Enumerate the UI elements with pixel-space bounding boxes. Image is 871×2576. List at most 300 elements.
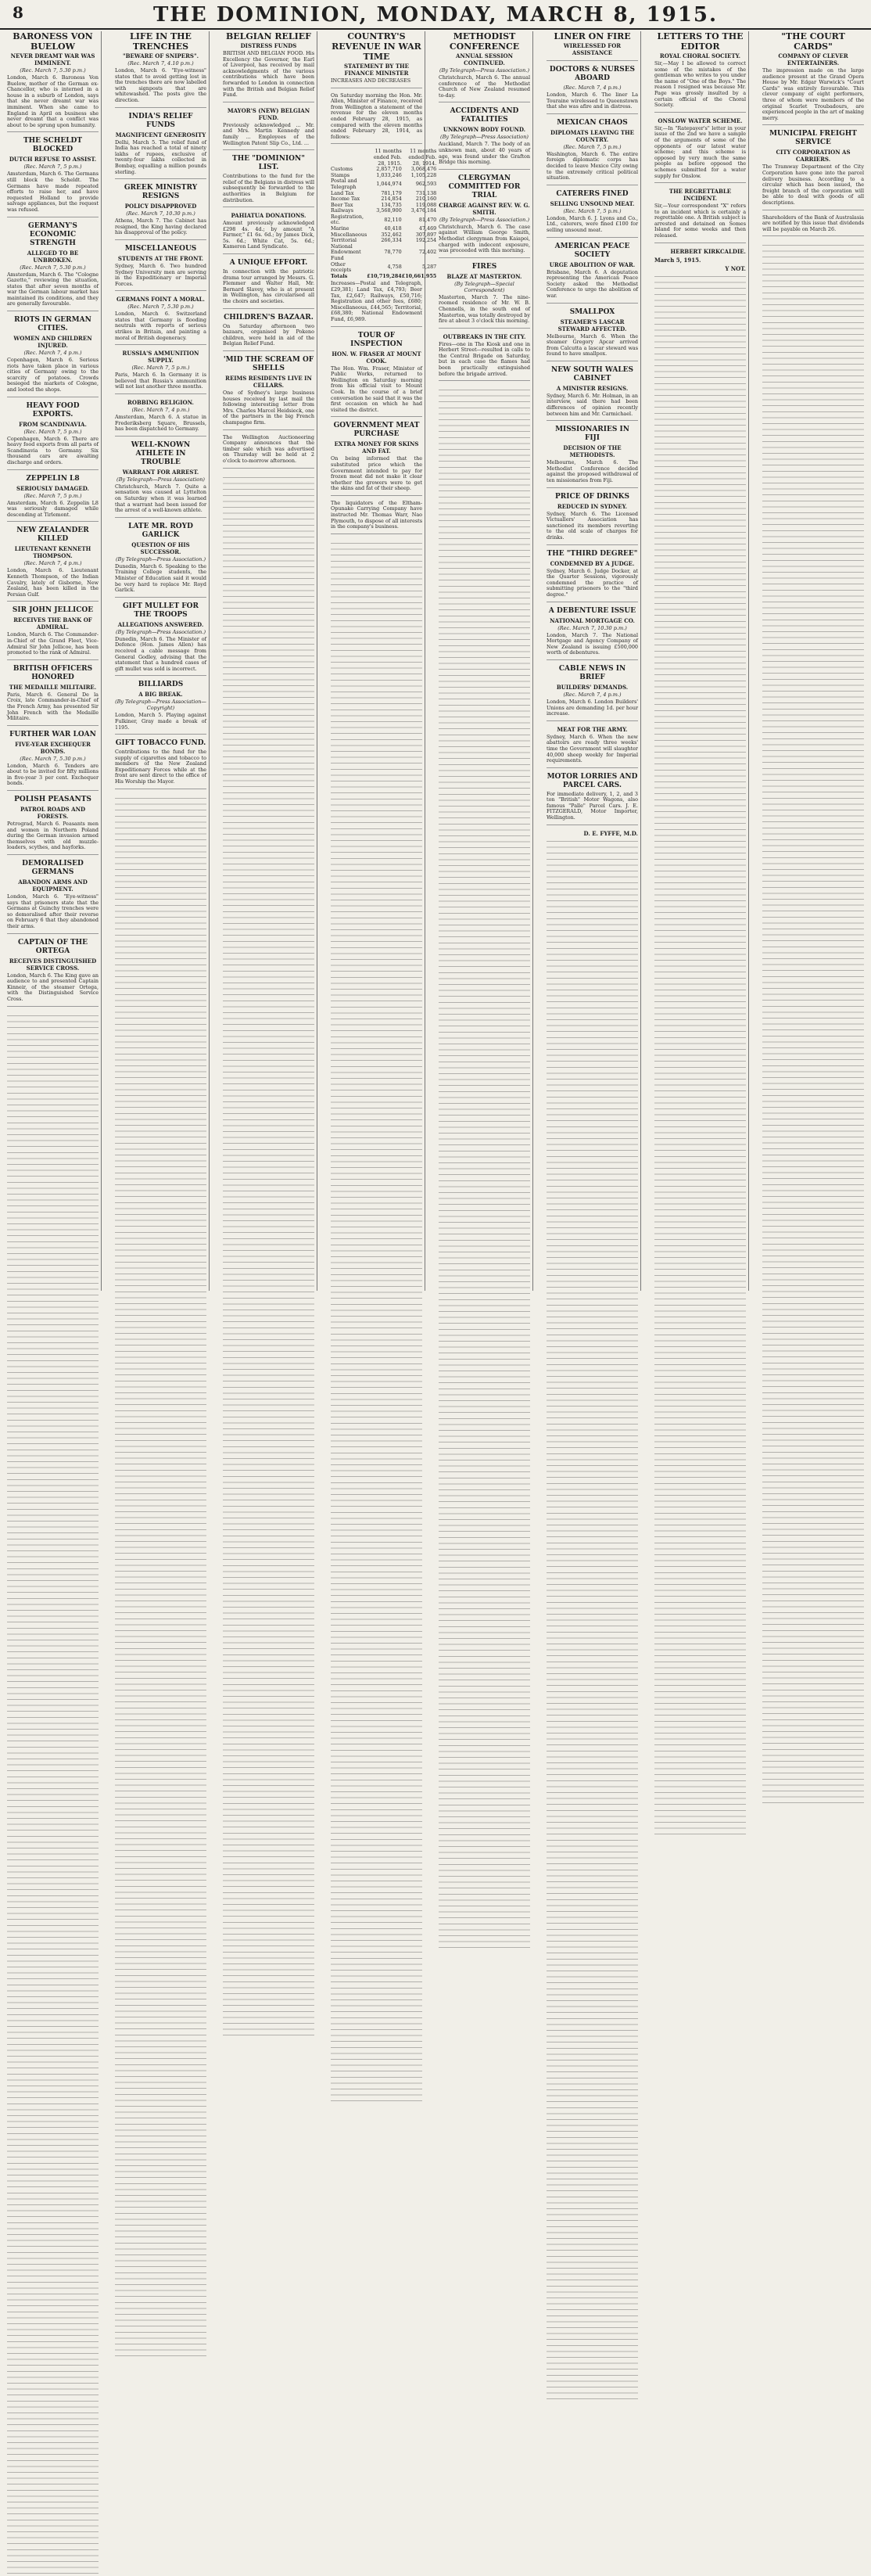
article-subheading: THE REGRETTABLE INCIDENT.: [668, 188, 732, 203]
table-cell: 192,254: [415, 237, 437, 244]
table-row: [331, 214, 436, 226]
article-body: Dunedin, March 6. The Minister of Defence (Hon. James Allen) has received a cable message from General Godley, advising that the statement that a hundred cases of gift mullet was sold is incorrect.: [115, 635, 206, 672]
table-cell: 266,334: [381, 237, 402, 244]
table-cell: 210,160: [415, 196, 437, 203]
article-body: Sydney, March 6. Judge Docker, at the Quarter Sessions, vigorously condemned the practice of submitting prisoners to the "third degree.": [547, 567, 638, 598]
article-headline: "THE COURT CARDS": [781, 31, 845, 52]
dateline: (Rec. March 7, 5.30 p.m.): [20, 755, 86, 762]
article-body: Auckland, March 7. The body of an unknown man, about 40 years of age, was found under the Grafton Bridge this morning.: [439, 141, 530, 166]
letter-signature: HERBERT KIRKCALDIE.: [670, 247, 746, 255]
article-headline: BARONESS VON BUELOW: [13, 31, 93, 52]
article-headline: COUNTRY'S REVENUE IN WAR TIME: [332, 31, 421, 62]
print-texture: [654, 272, 746, 1837]
table-cell: 40,418: [384, 225, 402, 232]
table-cell: Land Tax: [331, 189, 354, 196]
article: [115, 31, 206, 108]
article-headline: A UNIQUE EFFORT.: [229, 259, 308, 268]
article-subheading: MAYOR'S (NEW) BELGIAN FUND.: [227, 106, 310, 121]
masthead: [0, 0, 871, 30]
table-cell: 3,568,900: [376, 207, 402, 214]
article: [654, 117, 746, 183]
dateline: (By Telegraph—Press Association.): [439, 216, 529, 223]
newspaper-title: THE DOMINION, MONDAY, MARCH 8, 1915.: [152, 3, 719, 27]
table-cell: Postal and Telegraph: [331, 178, 357, 190]
article-subheading: CHARGE AGAINST REV. W. G. SMITH.: [439, 201, 530, 216]
table-cell: 731,138: [415, 189, 437, 196]
article-subheading: ANNUAL SESSION CONTINUED.: [455, 52, 514, 66]
article-headline: BELGIAN RELIEF: [226, 31, 311, 41]
article-subheading: STATEMENT BY THE FINANCE MINISTER: [344, 63, 409, 77]
table-cell: 962,593: [415, 181, 437, 188]
article-body: London, March 6. Switzerland states that Germany is flooding neutrals with reports of serious strikes in Britain, and painting a moral of British degeneracy.: [115, 311, 206, 341]
article-headline: ACCIDENTS AND FATALITIES: [450, 107, 519, 124]
article-subheading: NEVER DREAMT WAR WAS IMMINENT.: [10, 52, 95, 66]
article: [223, 259, 314, 309]
article-headline: LETTERS TO THE EDITOR: [657, 31, 744, 52]
article-body: London, March 6. "Eye-witness" states that to avoid getting lost in the trenches there are now labelled with signposts that are whitewashed. The posts give the direction.: [115, 67, 206, 103]
article-body: Dunedin, March 6. Speaking to the Training College students, the Minister of Education said it would be very hard to replace Mr. Royd Garlick.: [115, 562, 206, 594]
article: [547, 243, 638, 304]
table-cell: Other receipts: [331, 260, 352, 274]
column-1: [5, 31, 102, 1291]
dateline: (Rec. March 7, 5 p.m.): [23, 163, 82, 171]
article-headline: NEW SOUTH WALES CABINET: [550, 365, 634, 383]
article-subheading: COMPANY OF CLEVER ENTERTAINERS.: [778, 52, 848, 66]
revenue-table: [331, 149, 436, 279]
article: [7, 860, 99, 934]
print-texture: [7, 1011, 99, 2576]
article-headline: AMERICAN PEACE SOCIETY: [554, 242, 630, 259]
article-body: Amsterdam, March 6. A statue in Frederiksberg Square, Brussels, has been dispatched to Germany.: [115, 414, 206, 433]
table-cell: 2,857,710: [376, 166, 402, 173]
article: [115, 441, 206, 518]
article-headline: GREEK MINISTRY RESIGNS: [124, 184, 198, 201]
article-headline: FIRES: [471, 262, 497, 271]
article: [223, 107, 314, 150]
article-subheading: ALLEGED TO BE UNBROKEN.: [27, 249, 79, 264]
article-subheading: LIEUTENANT KENNETH THOMPSON.: [14, 545, 91, 560]
article: [223, 314, 314, 351]
article-subheading: RECEIVES DISTINGUISHED SERVICE CROSS.: [9, 957, 97, 972]
column-5: [436, 31, 533, 1291]
dateline: (Rec. March 7, 10.30 p.m.): [557, 624, 627, 631]
article-headline: CAPTAIN OF THE ORTEGA: [17, 938, 88, 955]
article-subheading: BUILDERS' DEMANDS.: [556, 683, 629, 691]
article-subheading: EXTRA MONEY FOR SKINS AND FAT.: [334, 440, 419, 455]
article: [115, 184, 206, 240]
table-cell: 307,897: [415, 231, 437, 238]
table-row: [331, 262, 436, 274]
article-body: Copenhagen, March 6. Serious riots have taken place in various cities of Germany owing to the scarcity of potatoes. Crowds besieged the markets of Cologne, and looted the shops.: [7, 357, 99, 393]
article-body: The liquidators of the Eltham-Opunake Carrying Company have instructed Mr. Thomas Warr, Nao Plymouth, to dispose of all interests in the company's business.: [331, 499, 422, 530]
dateline: (Rec. March 7, 5.30 p.m.): [20, 264, 86, 271]
article-headline: THE "DOMINION" LIST.: [232, 155, 305, 172]
article-body: London, March 6. "Eye-witness" says that prisoners state that the Germans at Guinchy trenches were so demoralised after their reverse on February 6 that they abandoned their arms.: [7, 893, 99, 929]
article: [223, 155, 314, 207]
article-body: Amsterdam, March 6. The "Cologne Gazette," reviewing the situation, states that after seven months of war the German labour market has maintained its conditions, and they are generally favourable.: [7, 271, 99, 307]
article-subheading: PATROL ROADS AND FORESTS.: [20, 806, 86, 821]
article-headline: TOUR OF INSPECTION: [350, 331, 403, 348]
article: [115, 523, 206, 598]
article-body: The Tramway Department of the City Corporation have gone into the parcel delivery business. According to a circular which has been issued, the freight branch of the corporation will be able to deal with goods of all descriptions.: [762, 163, 864, 206]
table-cell: 4,758: [387, 264, 402, 271]
article: [762, 31, 864, 125]
dateline: (By Telegraph—Press Association): [440, 134, 529, 141]
article-headline: LIFE IN THE TRENCHES: [130, 31, 192, 52]
article-body: Sir,—Your correspondent "X" refers to an incident which is certainly a regrettable one. A British subject is arrested and detained on Somes Island for some weeks and then released.: [654, 203, 746, 239]
article-body: Paris, March 6. General De la Croix, late Commander-in-Chief of the French Army, has presented Sir John French with the Medaille Militaire.: [7, 691, 99, 722]
article-headline: CATERERS FINED: [556, 189, 629, 198]
table-total-row: [331, 274, 436, 280]
dateline: (Rec. March 7, 5 p.m.): [563, 207, 622, 214]
article: [762, 215, 864, 237]
article-headline: BILLIARDS: [138, 681, 184, 689]
article-subheading: REIMS RESIDENTS LIVE IN CELLARS.: [225, 375, 312, 389]
article: [547, 66, 638, 114]
article-headline: THE "THIRD DEGREE": [547, 549, 638, 558]
article-subheading: WOMEN AND CHILDREN INJURED.: [13, 335, 92, 350]
article: [7, 316, 99, 397]
article: [439, 107, 530, 169]
article-headline: HEAVY FOOD EXPORTS.: [26, 401, 80, 419]
article: [331, 501, 422, 534]
article-body: Christchurch, March 6. The annual conference of the Methodist Church of New Zealand resumed to-day.: [439, 74, 530, 99]
article-subheading: RUSSIA'S AMMUNITION SUPPLY.: [122, 350, 199, 365]
article-subheading: DISTRESS FUNDS: [240, 42, 297, 49]
article: [547, 665, 638, 721]
article-subheading: A MINISTER RESIGNS.: [556, 384, 629, 392]
article-headline: GERMANY'S ECONOMIC STRENGTH: [28, 221, 77, 247]
dateline: (Rec. March 7, 5 p.m.): [23, 428, 82, 435]
table-cell: Customs: [331, 166, 353, 173]
article: [654, 188, 746, 243]
article: [331, 422, 422, 496]
article-body: Sydney, March 6. The Licensed Victuallers' Association has sanctioned its members reverting to the old scale of charges for drinks.: [547, 510, 638, 541]
dateline: (Rec. March 7, 5.30 p.m.): [127, 304, 194, 311]
article-body: The Hon. Wm. Fraser, Minister of Public Works, returned to Wellington on Saturday morning from his official visit to Mount Cook. In the course of a brief conversation he said that it was the first occasion on which he had visited the district.: [331, 365, 422, 413]
article-subheading: WIRELESSED FOR ASSISTANCE: [563, 42, 622, 56]
article: [7, 606, 99, 659]
column-2: [113, 31, 210, 1291]
article-body: The Wellington Auctioneering Company announces that the timber sale which was advertised on Thursday will be held at 2 o'clock to-morrow afternoon.: [223, 433, 314, 464]
table-cell: 78,770: [384, 249, 402, 256]
dateline: (By Telegraph—Press Association): [116, 476, 205, 483]
columns: [5, 31, 866, 1291]
article-body: Sydney, March 6. When the new abattoirs are ready three weeks' time the Government will slaughter 40,000 sheep weekly for Imperial requirements.: [547, 733, 638, 764]
article-subheading: STUDENTS AT THE FRONT.: [117, 254, 204, 262]
article-headline: 'MID THE SCREAM OF SHELLS: [223, 356, 314, 372]
article-subheading: NATIONAL MORTGAGE CO.: [550, 616, 635, 624]
article: [7, 402, 99, 470]
article-body: On Saturday morning the Hon. Mr. Allen, Minister of Finance, received from Wellington a statement of the revenue for the eleven months ended February 28, 1915, as compared with the eleven months ended February 28, 1914, as follows:: [331, 92, 422, 140]
column-4: [328, 31, 437, 1291]
article-subheading: FROM SCANDINAVIA.: [19, 420, 87, 428]
letter-signature: Y NOT.: [725, 264, 746, 272]
article-subheading: "BEWARE OF SNIPERS".: [122, 52, 199, 59]
article-subheading: QUESTION OF HIS SUCCESSOR.: [131, 541, 190, 555]
print-texture: [762, 241, 864, 1805]
article-body: On Saturday afternoon two bazaars, organised by Pokeno children, were held in aid of the Belgian Relief Fund.: [223, 322, 314, 347]
article: [7, 475, 99, 523]
table-cell: National Endowment Fund: [331, 243, 361, 262]
article-body: London, March 7. The National Mortgage and Agency Company of New Zealand is issuing £500,000 worth of debentures.: [547, 631, 638, 656]
article-subheading: POLICY DISAPPROVED: [124, 203, 197, 210]
article-headline: POLISH PEASANTS: [14, 796, 91, 804]
table-cell: Miscellaneous: [331, 231, 367, 238]
dateline: (Rec. March 7, 10.30 p.m.): [126, 210, 195, 217]
article-subheading: CITY CORPORATION AS CARRIERS.: [776, 149, 851, 163]
article-subheading: ROYAL CHORAL SOCIETY.: [659, 52, 741, 59]
article-body: Sir,—May I be allowed to correct some of the mistakes of the gentleman who writes to you under the name of "One of the Boys." The reason I resigned was because Mr. Page was grossly insulted by a certain official of the Choral Society.: [654, 60, 746, 109]
column-6: [544, 31, 641, 1291]
article: [547, 366, 638, 421]
article-body: One of Sydney's large business houses received by last mail the following interesting letter from Mrs. Charles Marcel Heidsieck, one of the partners in the big French champagne firm.: [223, 390, 314, 426]
article-body: Brisbane, March 6. A deputation representing the American Peace Society asked the Methodist Conference to urge the abolition of war.: [547, 268, 638, 299]
table-cell: Beer Tax: [331, 201, 353, 208]
article: [223, 356, 314, 430]
table-cell: Stamps: [331, 171, 350, 178]
article-headline: MUNICIPAL FREIGHT SERVICE: [769, 130, 857, 147]
article-subheading: URGE ABOLITION OF WAR.: [549, 260, 636, 268]
article-body: Athens, March 7. The Cabinet has resigned, the King having declared his disapproval of the policy.: [115, 217, 206, 236]
table-cell: 1,033,246: [376, 171, 402, 178]
column-7: [652, 31, 749, 1291]
dateline: (Rec. March 7, 4 p.m.): [131, 407, 190, 414]
article-subheading: BLAZE AT MASTERTON.: [446, 272, 522, 280]
article-body: London, March 6. J. Lyons and Co., Ltd., caterers, were fined £100 for selling unsound meat.: [547, 214, 638, 233]
table-cell: Registration, etc.: [331, 213, 364, 226]
article-subheading: MEAT FOR THE ARMY.: [557, 725, 628, 733]
article: [7, 137, 99, 217]
article-headline: GIFT TOBACCO FUND.: [115, 739, 206, 748]
article-subheading: SERIOUSLY DAMAGED.: [16, 484, 89, 492]
article-headline: MISCELLANEOUS: [124, 244, 197, 253]
article-body: Increases—Postal and Telegraph, £29,381; Land Tax, £4,793; Beer Tax, £2,647; Railways, £50,716; Registration and other fees, £680; Miscellaneous, £44,565; Territorial, £68,380; National Endowment Fund, £6,989.: [331, 280, 422, 322]
article: [439, 263, 530, 329]
table-cell: £10,719,284: [367, 272, 402, 279]
table-cell: 134,735: [381, 201, 402, 208]
article-body: Melbourne, March 6. The Methodist Conference decided against the proposed withdrawal of ten missionaries from Fiji.: [547, 459, 638, 484]
article-headline: THE SCHELDT BLOCKED: [23, 137, 83, 154]
article-body: Amsterdam, March 6. The Germans still block the Scheldt. The Germans have made repeated efforts to raise her, and have requested Holland to provide salvage appliances, but the request was refused.: [7, 171, 99, 213]
table-cell: Territorial: [331, 237, 357, 244]
article-body: Contributions to the fund for the relief of the Belgians in distress will subsequently be forwarded to the authorities in Belgium for distribution.: [223, 173, 314, 203]
table-header-cell: [331, 149, 367, 167]
table-cell: 352,462: [381, 231, 402, 238]
table-cell: 81,470: [418, 216, 437, 223]
article: [115, 245, 206, 291]
article: [115, 399, 206, 437]
article-body: Masterton, March 7. The nine-roomed residence of Mr. W. B. Chennells, in the south end of Masterton, was totally destroyed by fire at about 3 o'clock this morning.: [439, 293, 530, 325]
article: [547, 308, 638, 361]
article-headline: CHILDREN'S BAZAAR.: [224, 313, 314, 322]
article-body: London, March 6. London Builders' Unions are demanding 1d. per hour increase.: [547, 698, 638, 717]
article-body: Melbourne, March 6. When the steamer Gregory Apcar arrived from Calcutta a lascar steward was found to have smallpox.: [547, 332, 638, 357]
article-body: Fires—one in The Kiosk and one in Herbert Street—resulted in calls to the Central Brigade on Saturday, but in each case the flames had been practically extinguished before the brigade arrived.: [439, 340, 530, 377]
article: [7, 31, 99, 132]
article-headline: ZEPPELIN L8: [26, 474, 80, 483]
article: [547, 726, 638, 768]
article-body: On being informed that the substituted price which the Government intended to pay for frozen meat did not make it clear whether the growers were to get the skins and fat of their sheep.: [331, 455, 422, 492]
table-cell: 47,469: [418, 225, 437, 232]
table-cell: Railways: [331, 207, 354, 214]
article: [654, 31, 746, 113]
print-texture: [547, 837, 638, 2402]
article-subheading: WARRANT FOR ARREST.: [122, 468, 199, 476]
article-body: Petrograd, March 6. Peasants men and women in Northern Poland during the German invasion armed themselves with old muzzle-loaders, scythes, and hayforks.: [7, 821, 99, 851]
article-body: Amount previously acknowledged £298 4s. 4d.; by amount "A Farmer," £1 6s. 6d.; by James Dick, 5s. 6d.; White Cat, 5s. 6d.; Kameron Land Syndicate.: [223, 220, 314, 250]
article: [762, 130, 864, 210]
table-cell: 781,179: [381, 189, 402, 196]
article-body: Paris, March 6. In Germany it is believed that Russia's ammunition will not last another three months.: [115, 372, 206, 390]
article-subheading: CONDEMNED BY A JUDGE.: [550, 559, 635, 567]
article-headline: INDIA'S RELIEF FUNDS: [128, 112, 193, 129]
article: [547, 493, 638, 545]
article-body: London, March 5. Playing against Fulkiner, Gray made a break of 1195.: [115, 712, 206, 731]
dateline: (Rec. March 7, 5 p.m.): [563, 143, 622, 150]
article-headline: MEXICAN CHAOS: [557, 118, 628, 127]
table-cell: 214,854: [381, 196, 402, 203]
article-headline: FURTHER WAR LOAN: [9, 730, 96, 738]
article-headline: SIR JOHN JELLICOE: [12, 606, 94, 615]
article-body: London, March 6. The liner La Touraine wirelessed to Queenstown that she was afire and in distress.: [547, 92, 638, 110]
article-headline: RIOTS IN GERMAN CITIES.: [14, 316, 91, 333]
article-headline: DOCTORS & NURSES ABOARD: [549, 66, 636, 82]
table-cell: Marine: [331, 225, 349, 232]
article-body: Washington, March 6. The entire foreign diplomatic corps has decided to leave Mexico City owing to the extremely critical political situation.: [547, 150, 638, 181]
article-body: Copenhagen, March 6. There are heavy food exports from all parts of Scandinavia to Germany. Six thousand cars are awaiting discharge and orders.: [7, 435, 99, 465]
print-texture: [331, 539, 422, 2104]
article: [547, 426, 638, 487]
article-subheading: A BIG BREAK.: [138, 691, 183, 699]
article-body: INCREASES AND DECREASES: [331, 77, 411, 84]
dateline: (Rec. March 7, 5.30 p.m.): [20, 67, 86, 74]
article-body: London, March 6. The Commander-in-Chief of the Grand Fleet, Vice-Admiral Sir John Jellicoe, has been promoted to the rank of Admiral.: [7, 631, 99, 656]
article: [439, 333, 530, 382]
dateline: (Rec. March 7, 4 p.m.): [563, 691, 622, 698]
article-headline: LATE MR. ROYD GARLICK: [128, 522, 193, 539]
print-texture: [223, 473, 314, 2038]
article-headline: DEMORALISED GERMANS: [22, 860, 84, 877]
article-subheading: ROBBING RELIGION.: [127, 399, 194, 407]
article: [115, 350, 206, 394]
article: [223, 31, 314, 102]
table-cell: Income Tax: [331, 196, 360, 203]
article-headline: PRICE OF DRINKS: [554, 492, 630, 501]
article-headline: GIFT MULLET FOR THE TROOPS: [123, 602, 199, 619]
article: [223, 212, 314, 254]
article-headline: GOVERNMENT MEAT PURCHASE: [333, 422, 420, 439]
article-headline: BRITISH OFFICERS HONORED: [13, 664, 93, 681]
article-subheading: SELLING UNSOUND MEAT.: [550, 199, 635, 207]
dateline: (Rec. March 7, 4 p.m.): [563, 84, 622, 91]
table-cell: 1,044,974: [376, 181, 402, 188]
table-cell: 3,068,476: [410, 166, 437, 173]
article-subheading: ONSLOW WATER SCHEME.: [658, 117, 743, 124]
article: [7, 731, 99, 791]
article-subheading: REDUCED IN SYDNEY.: [557, 502, 628, 510]
article-body: London, March 6. Tenders are about to be invited for fifty millions in five-year 3 per cent. Exchequer bonds.: [7, 762, 99, 787]
article-subheading: ALLEGATIONS ANSWERED.: [117, 620, 204, 628]
table-cell: Totals: [331, 272, 348, 279]
article-body: Amsterdam, March 6. Zeppelin L8 was seriously damaged while descending at Tirlemont.: [7, 499, 99, 518]
article-headline: METHODIST CONFERENCE: [449, 31, 520, 52]
article-subheading: GERMANS FOINT A MORAL.: [116, 296, 205, 304]
letter-date: March 5, 1915.: [654, 256, 701, 264]
article-body: For immediate delivery, 1, 2, and 3 ton "British" Motor Wagons, also famous "Palle" Parcel Cars. J. E. FITZGERALD, Motor Importer, Wellington.: [547, 790, 638, 821]
article-headline: MISSIONARIES IN FIJI: [555, 426, 629, 443]
article: [439, 31, 530, 102]
article: [331, 93, 422, 145]
article-subheading: DECISION OF THE METHODISTS.: [563, 444, 622, 459]
article: [115, 739, 206, 789]
article: [547, 31, 638, 61]
dateline: (By Telegraph—Special Correspondent): [454, 280, 514, 293]
table-row: [331, 244, 436, 262]
table-header-row: [331, 149, 436, 167]
article: [547, 119, 638, 185]
page-number: 8: [13, 3, 23, 22]
article-body: London, March 6. Baroness Von Buelow, mother of the German ex-Chancellor, who is interned in a house in a suburb of London, says that she never dreamt war was imminent. When she came to England in April on business she never dreamt that a conflict was about to be sprung upon humanity.: [7, 74, 99, 128]
column-3: [220, 31, 317, 1291]
article-body: Previously acknowledged ... Mr. and Mrs. Martin Kennedy and family ... Employees of the Wellington Patent Slip Co., Ltd. ...: [223, 121, 314, 146]
article: [115, 113, 206, 180]
article-headline: A DEBENTURE ISSUE: [548, 606, 636, 615]
article-subheading: MAGNIFICENT GENEROSITY: [115, 131, 206, 138]
table-row: [331, 178, 436, 190]
dateline: (Rec. March 7, 4 p.m.): [23, 560, 82, 567]
article: [547, 773, 638, 825]
dateline: (By Telegraph—Press Association.): [116, 628, 206, 635]
article-body: Sir,—In "Ratepayer's" letter in your issue of the 2nd we have a sample of the arguments of some of the opponents of our latest water scheme; and this scheme is opposed by very much the same people as before opposed the schemes submitted for a water supply for Onslow.: [654, 124, 746, 179]
article-body: Sydney, March 6. Two hundred Sydney University men are serving in the Expeditionary or Imperial Forces.: [115, 262, 206, 287]
table-cell: 1,105,228: [410, 171, 437, 178]
column-8: [760, 31, 866, 1291]
article: [331, 281, 422, 326]
article: [115, 602, 206, 677]
article-body: Shareholders of the Bank of Australasia are notified by this issue that dividends will be payable on March 26.: [762, 214, 864, 232]
article: [115, 681, 206, 735]
article-headline: SMALLPOX: [569, 307, 615, 316]
article-subheading: FIVE-YEAR EXCHEQUER BONDS.: [15, 740, 91, 755]
print-texture: [115, 794, 206, 2359]
article-body: Delhi, March 5. The relief fund of India has reached a total of ninety lakhs of rupees, exclusive of twenty-four lakhs collected in Bombay, equalling a million pounds sterling.: [115, 138, 206, 175]
article-subheading: PAHIATUA DONATIONS.: [231, 212, 306, 220]
article: [7, 222, 99, 312]
article-headline: CABLE NEWS IN BRIEF: [558, 664, 626, 681]
article: [547, 550, 638, 602]
table-cell: 82,110: [384, 216, 402, 223]
article-body: London, March 6. Lieutenant Kenneth Thompson, of the Indian Cavalry, lately of Gisborne, New Zealand, has been killed in the Persian Gulf.: [7, 567, 99, 598]
dateline: (Rec. March 7, 5 p.m.): [131, 365, 190, 372]
dateline: (By Telegraph—Press Association.): [116, 555, 206, 562]
table-cell: 5,287: [421, 264, 437, 271]
article-subheading: RECEIVES THE BANK OF ADMIRAL.: [13, 616, 92, 631]
article-headline: NEW ZEALANDER KILLED: [16, 526, 89, 544]
article-body: The impression made on the large audience present at the Grand Opera House by Mr. Edgar Warwick's "Court Cards" was entirely favourable. This clever company of eight performers, three of whom were members of the original Scarlet Troubadours, are experienced people in the art of making merry.: [762, 67, 864, 121]
article: [223, 435, 314, 469]
article: [547, 607, 638, 660]
article-subheading: THE MEDAILLE MILITAIRE.: [9, 683, 97, 691]
dateline: (Rec. March 7, 4.10 p.m.): [127, 60, 194, 66]
table-cell: £10,661,955: [401, 272, 437, 279]
table-cell: 119,088: [415, 201, 437, 208]
article-subheading: DUTCH REFUSE TO ASSIST.: [9, 156, 97, 163]
dateline: (By Telegraph—Press Association—Copyright): [115, 699, 206, 712]
article-body: Contributions to the fund for the supply of cigarettes and tobacco to members of the New Zealand Expeditionary Forces while at the front are sent direct to the office of His Worship the Mayor.: [115, 749, 206, 785]
article-subheading: DIPLOMATS LEAVING THE COUNTRY.: [550, 128, 634, 143]
article-body: Christchurch, March 6. The case against William George Smith, Methodist clergyman from Kaiapoi, charged with indecent exposure, was proceeded with this morning.: [439, 223, 530, 254]
